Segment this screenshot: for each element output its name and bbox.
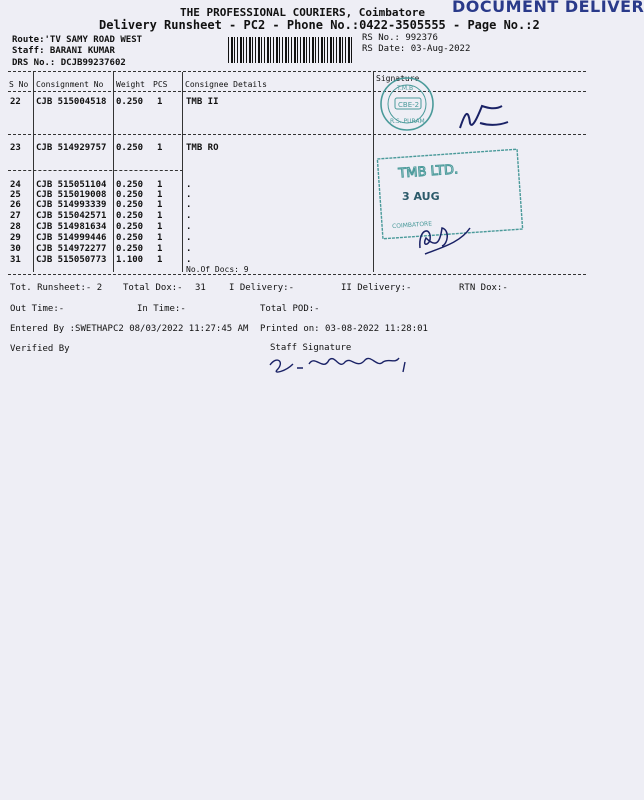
row-consignment: CJB 515042571 xyxy=(36,211,107,221)
staff-signature-mark xyxy=(265,350,415,380)
row-weight: 0.250 xyxy=(116,222,144,232)
row-sno: 28 xyxy=(10,222,21,232)
row-sno: 22 xyxy=(10,97,21,107)
signature-mark xyxy=(420,228,470,254)
row-pcs: 1 xyxy=(157,255,163,265)
row-pcs: 1 xyxy=(157,180,163,190)
entered-by: Entered By :SWETHAPC2 08/03/2022 11:27:45 AM xyxy=(10,324,249,334)
row-consignment: CJB 515051104 xyxy=(36,180,107,190)
table-row xyxy=(0,255,380,265)
drs-number: DRS No.: DCJB99237602 xyxy=(12,58,126,68)
row-weight: 0.250 xyxy=(116,211,144,221)
out-time: Out Time:- xyxy=(10,304,65,314)
row-details: . xyxy=(186,190,192,200)
row-details: TMB II xyxy=(186,97,219,107)
barcode xyxy=(228,37,354,63)
row-details: TMB RO xyxy=(186,143,219,153)
row-consignment: CJB 515004518 xyxy=(36,97,107,107)
table-row xyxy=(0,190,380,200)
staff-label: Staff: BARANI KUMAR xyxy=(12,46,115,56)
row-weight: 0.250 xyxy=(116,143,144,153)
row-weight: 0.250 xyxy=(116,244,144,254)
row-details: . xyxy=(186,211,192,221)
row-pcs: 1 xyxy=(157,97,163,107)
row-consignment: CJB 514929757 xyxy=(36,143,107,153)
row-sno: 25 xyxy=(10,190,21,200)
round-bank-stamp xyxy=(381,78,433,130)
table-top-rule xyxy=(8,71,586,72)
rtn-dox: RTN Dox:- xyxy=(459,283,508,293)
stamps-and-signatures xyxy=(370,78,550,278)
table-row xyxy=(0,233,380,243)
row-details: . xyxy=(186,200,192,210)
total-dox-value: 31 xyxy=(195,283,206,293)
total-dox-label: Total Dox:- xyxy=(123,283,183,293)
row-weight: 0.250 xyxy=(116,97,144,107)
date-stamp-date: 3 AUG xyxy=(402,190,440,203)
row-weight: 1.100 xyxy=(116,255,144,265)
total-pod: Total POD:- xyxy=(260,304,320,314)
route-label: Route:'TV SAMY ROAD WEST xyxy=(12,35,143,45)
rs-number: RS No.: 992376 xyxy=(362,33,438,43)
runsheet-subtitle: Delivery Runsheet - PC2 - Phone No.:0422-3505555 - Page No.:2 xyxy=(99,18,540,32)
printed-on: Printed on: 03-08-2022 11:28:01 xyxy=(260,324,428,334)
row-pcs: 1 xyxy=(157,233,163,243)
row-sno: 29 xyxy=(10,233,21,243)
no-of-docs: No.Of Docs: 9 xyxy=(186,265,249,274)
table-row xyxy=(0,211,380,221)
table-row xyxy=(0,200,380,210)
row-details: . xyxy=(186,233,192,243)
stamp-top-text: T.M.B xyxy=(397,85,414,92)
table-row xyxy=(0,244,380,254)
row-pcs: 1 xyxy=(157,222,163,232)
row-pcs: 1 xyxy=(157,190,163,200)
table-row xyxy=(0,143,380,153)
row-details: . xyxy=(186,222,192,232)
col-header-pcs: PCS xyxy=(153,80,168,89)
row-sno: 27 xyxy=(10,211,21,221)
col-header-consignment: Consignment No xyxy=(36,80,104,89)
row-consignment: CJB 514999446 xyxy=(36,233,107,243)
tot-runsheet: Tot. Runsheet:- 2 xyxy=(10,283,103,293)
row-consignment: CJB 515019008 xyxy=(36,190,107,200)
signature-mark xyxy=(460,106,508,128)
col-header-details: Consignee Details xyxy=(185,80,267,89)
row-details: . xyxy=(186,180,192,190)
stamp-bottom-text: R.S. PURAM xyxy=(390,118,425,125)
row-weight: 0.250 xyxy=(116,180,144,190)
ii-delivery: II Delivery:- xyxy=(341,283,412,293)
row-weight: 0.250 xyxy=(116,200,144,210)
row-details: . xyxy=(186,255,192,265)
row-sno: 24 xyxy=(10,180,21,190)
date-stamp-bottom: COIMBATORE xyxy=(391,220,433,231)
row-pcs: 1 xyxy=(157,244,163,254)
row-divider xyxy=(8,170,183,171)
document-delivery-stamp: DOCUMENT DELIVER xyxy=(452,0,644,16)
row-sno: 26 xyxy=(10,200,21,210)
row-consignment: CJB 515050773 xyxy=(36,255,107,265)
col-header-weight: Weight xyxy=(116,80,145,89)
i-delivery: I Delivery:- xyxy=(229,283,295,293)
row-pcs: 1 xyxy=(157,200,163,210)
row-pcs: 1 xyxy=(157,211,163,221)
row-consignment: CJB 514993339 xyxy=(36,200,107,210)
row-sno: 31 xyxy=(10,255,21,265)
verified-by: Verified By xyxy=(10,344,70,354)
row-weight: 0.250 xyxy=(116,233,144,243)
in-time: In Time:- xyxy=(137,304,186,314)
row-sno: 23 xyxy=(10,143,21,153)
staff-signature-label: Staff Signature xyxy=(270,343,352,353)
rs-date: RS Date: 03-Aug-2022 xyxy=(362,44,471,54)
date-stamp xyxy=(377,149,522,239)
date-stamp-title: TMB LTD. xyxy=(397,162,459,182)
company-title: THE PROFESSIONAL COURIERS, Coimbatore xyxy=(180,6,426,19)
row-sno: 30 xyxy=(10,244,21,254)
table-row xyxy=(0,97,380,107)
row-consignment: CJB 514972277 xyxy=(36,244,107,254)
table-row xyxy=(0,222,380,232)
col-header-sno: S No xyxy=(9,80,29,89)
table-row xyxy=(0,180,380,190)
row-weight: 0.250 xyxy=(116,190,144,200)
col-header-signature: Signature xyxy=(376,74,420,83)
row-details: . xyxy=(186,244,192,254)
row-pcs: 1 xyxy=(157,143,163,153)
row-consignment: CJB 514981634 xyxy=(36,222,107,232)
stamp-mid-text: CBE-2 xyxy=(398,101,420,109)
